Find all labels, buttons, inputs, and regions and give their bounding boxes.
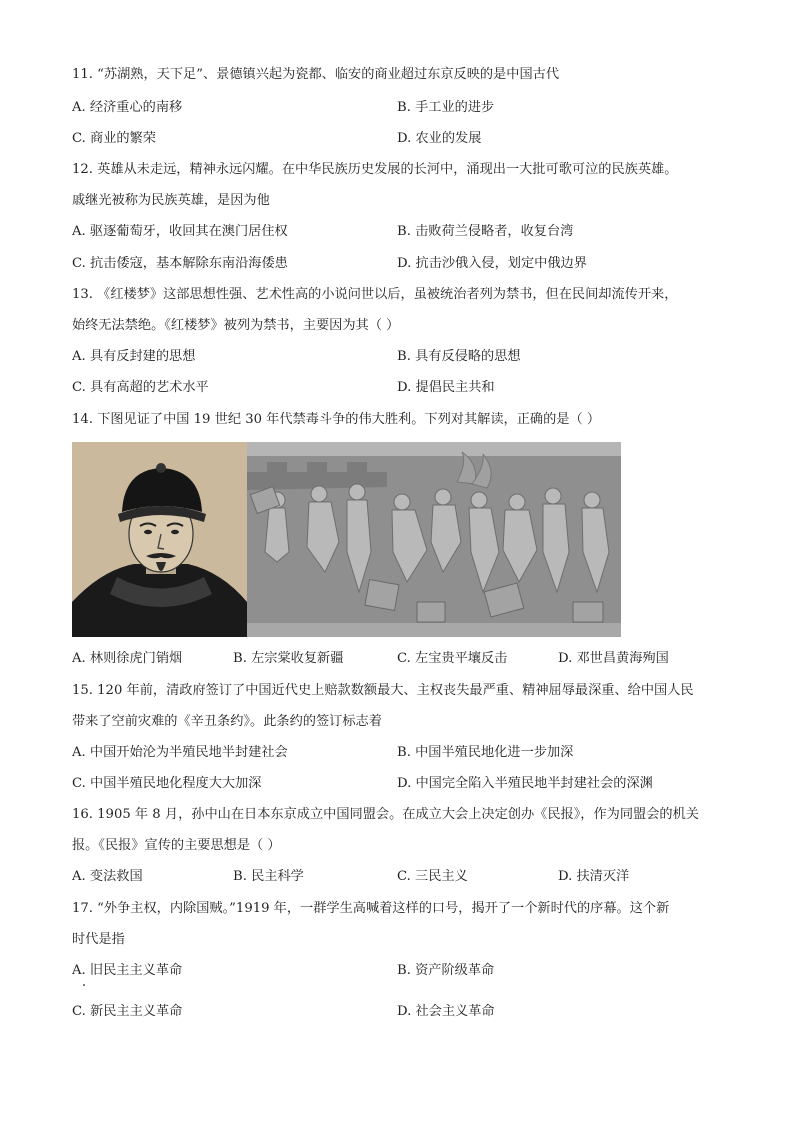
q15-option-b[interactable]: B. 中国半殖民地化进一步加深 — [397, 745, 574, 760]
q16-option-b[interactable]: B. 民主科学 — [233, 869, 304, 884]
q17-option-d[interactable]: D. 社会主义革命 — [397, 1004, 495, 1019]
q15-option-a[interactable]: A. 中国开始沦为半殖民地半封建社会 — [72, 745, 288, 760]
q17-stem-line1: 17. “外争主权，内除国贼。”1919 年，一群学生高喊着这样的口号，揭开了一个新时代的序幕。这个新 — [72, 901, 670, 916]
q11-option-b[interactable]: B. 手工业的进步 — [397, 100, 495, 115]
q12-option-d[interactable]: D. 抗击沙俄入侵，划定中俄边界 — [397, 256, 587, 271]
stray-dot — [83, 984, 85, 986]
q11-option-a[interactable]: A. 经济重心的南移 — [72, 100, 183, 115]
q14-stem: 14. 下图见证了中国 19 世纪 30 年代禁毒斗争的伟大胜利。下列对其解读，正确的是（ ） — [72, 412, 601, 427]
q16-option-c[interactable]: C. 三民主义 — [397, 869, 468, 884]
q15-stem-line1: 15. 120 年前，清政府签订了中国近代史上赔款数额最大、主权丧失最严重、精神屈辱最深重、给中国人民 — [72, 683, 694, 698]
q15-option-c[interactable]: C. 中国半殖民地化程度大大加深 — [72, 776, 262, 791]
q14-option-b[interactable]: B. 左宗棠收复新疆 — [233, 651, 344, 666]
q11-option-d[interactable]: D. 农业的发展 — [397, 131, 482, 146]
q16-option-d[interactable]: D. 扶清灭洋 — [558, 869, 630, 884]
q13-stem-line1: 13. 《红楼梦》这部思想性强、艺术性高的小说问世以后，虽被统治者列为禁书，但在民间却流传开来， — [72, 287, 678, 302]
q12-option-b[interactable]: B. 击败荷兰侵略者，收复台湾 — [397, 224, 574, 239]
q12-stem-line2: 戚继光被称为民族英雄，是因为他 — [72, 193, 270, 208]
q17-option-b[interactable]: B. 资产阶级革命 — [397, 963, 495, 978]
q14-option-c[interactable]: C. 左宝贵平壤反击 — [397, 651, 508, 666]
q12-stem-line1: 12. 英雄从未走远，精神永远闪耀。在中华民族历史发展的长河中，涌现出一大批可歌可泣的民族英雄。 — [72, 162, 678, 177]
relief-image — [247, 442, 621, 637]
q16-stem-line2: 报。《民报》宣传的主要思想是（ ） — [72, 838, 281, 853]
q14-option-d[interactable]: D. 邓世昌黄海殉国 — [558, 651, 669, 666]
q13-option-d[interactable]: D. 提倡民主共和 — [397, 380, 495, 395]
q13-option-b[interactable]: B. 具有反侵略的思想 — [397, 349, 521, 364]
q17-option-a[interactable]: A. 旧民主主义革命 — [72, 963, 183, 978]
q16-stem-line1: 16. 1905 年 8 月，孙中山在日本东京成立中国同盟会。在成立大会上决定创办《民报》，作为同盟会的机关 — [72, 807, 699, 822]
q12-option-c[interactable]: C. 抗击倭寇，基本解除东南沿海倭患 — [72, 256, 288, 271]
q12-option-a[interactable]: A. 驱逐葡萄牙，收回其在澳门居住权 — [72, 224, 288, 239]
q11-stem: 11. “苏湖熟，天下足”、景德镇兴起为瓷都、临安的商业超过东京反映的是中国古代 — [72, 67, 560, 82]
q15-option-d[interactable]: D. 中国完全陷入半殖民地半封建社会的深渊 — [397, 776, 653, 791]
q17-option-c[interactable]: C. 新民主主义革命 — [72, 1004, 183, 1019]
q15-stem-line2: 带来了空前灾难的《辛丑条约》。此条约的签订标志着 — [72, 714, 382, 729]
q13-stem-line2: 始终无法禁绝。《红楼梦》被列为禁书，主要因为其（ ） — [72, 318, 400, 333]
q13-option-c[interactable]: C. 具有高超的艺术水平 — [72, 380, 209, 395]
q13-option-a[interactable]: A. 具有反封建的思想 — [72, 349, 196, 364]
q17-stem-line2: 时代是指 — [72, 932, 125, 947]
q11-option-c[interactable]: C. 商业的繁荣 — [72, 131, 156, 146]
relief-drawing — [247, 442, 621, 637]
q16-option-a[interactable]: A. 变法救国 — [72, 869, 143, 884]
portrait-image — [72, 442, 247, 637]
q14-option-a[interactable]: A. 林则徐虎门销烟 — [72, 651, 183, 666]
portrait-drawing — [72, 442, 247, 637]
